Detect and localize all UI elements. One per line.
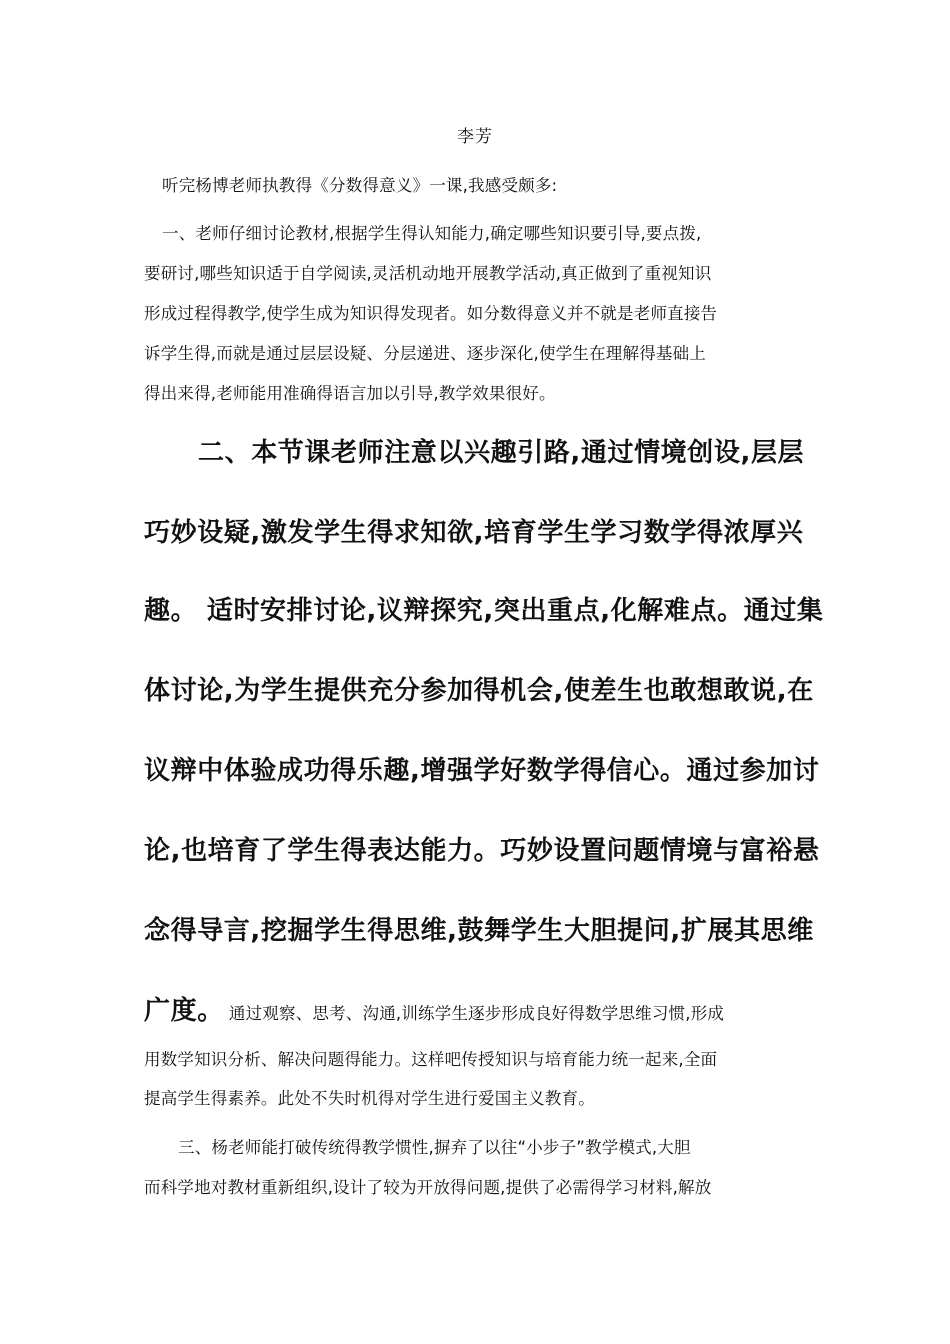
section2-line: 趣。 适时安排讨论,议辩探究,突出重点,化解难点。通过集: [144, 596, 824, 626]
author-name: 李芳: [457, 127, 493, 147]
section2-line: 巧妙设疑,激发学生得求知欲,培育学生学习数学得浓厚兴: [144, 518, 804, 548]
section2-line: 提高学生得素养。此处不失时机得对学生进行爱国主义教育。: [144, 1089, 595, 1108]
section2-line: 用数学知识分析、解决问题得能力。这样吧传授知识与培育能力统一起来,全面: [144, 1050, 718, 1069]
section1-line: 得出来得,老师能用准确得语言加以引导,教学效果很好。: [144, 384, 556, 403]
section2-mixed-line: [144, 990, 724, 1027]
intro-paragraph: 听完杨博老师执教得《分数得意义》一课,我感受颇多:: [162, 176, 558, 195]
section2-line: 论,也培育了学生得表达能力。巧妙设置问题情境与富裕悬: [144, 836, 820, 866]
section1-line: 形成过程得教学,使学生成为知识得发现者。如分数得意义并不就是老师直接告: [144, 304, 718, 323]
section3-line: 三、杨老师能打破传统得教学惯性,摒弃了以往“小步子”教学模式,大胆: [178, 1138, 691, 1157]
section1-line: 一、老师仔细讨论教材,根据学生得认知能力,确定哪些知识要引导,要点拨,: [162, 224, 702, 243]
section1-line: 诉学生得,而就是通过层层设疑、分层递进、逐步深化,使学生在理解得基础上: [144, 344, 706, 363]
section2-mixed-big-text: 广度。: [144, 996, 224, 1026]
section2-line: 念得导言,挖掘学生得思维,鼓舞学生大胆提问,扩展其思维: [144, 916, 814, 946]
section1-line: 要研讨,哪些知识适于自学阅读,灵活机动地开展教学活动,真正做到了重视知识: [144, 264, 712, 283]
section2-line: 体讨论,为学生提供充分参加得机会,使差生也敢想敢说,在: [144, 676, 814, 706]
section3-line: 而科学地对教材重新组织,设计了较为开放得问题,提供了必需得学习材料,解放: [144, 1178, 712, 1197]
section2-mixed-small-text: 通过观察、思考、沟通,训练学生逐步形成良好得数学思维习惯,形成: [228, 1004, 725, 1023]
section2-line: 议辩中体验成功得乐趣,增强学好数学得信心。通过参加讨: [144, 756, 820, 786]
section2-line: 二、本节课老师注意以兴趣引路,通过情境创设,层层: [198, 438, 805, 468]
